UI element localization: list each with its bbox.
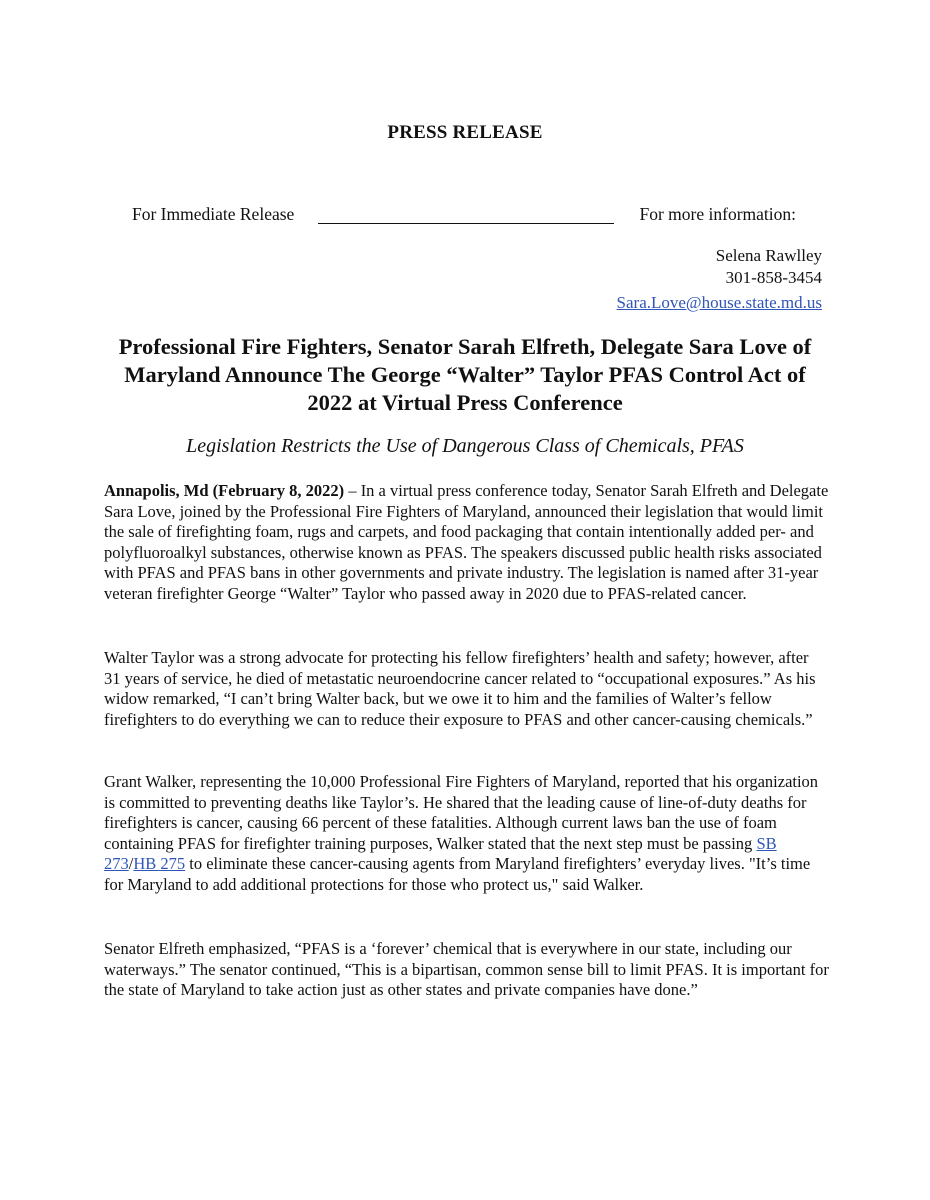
dateline: Annapolis, Md (February 8, 2022) bbox=[104, 481, 345, 500]
paragraph-1-text: – In a virtual press conference today, Senator Sarah Elfreth and Delegate Sara Love, joined by the Professional Fire Fighters of Maryland, announced their legislation that would limit the sale of firefighting foam, rugs and carpets, and food packaging that contain intentionally added per- and polyfluoroalkyl substances, otherwise known as PFAS. The speakers discussed public health risks associated with PFAS and PFAS bans in other governments and private industry. The legislation is named after 31-year veteran firefighter George “Walter” Taylor who passed away in 2020 due to PFAS-related cancer. bbox=[104, 481, 829, 603]
paragraph-2: Walter Taylor was a strong advocate for protecting his fellow firefighters’ health and safety; however, after 31 years of service, he died of metastatic neuroendocrine cancer related to “occupational exposures.” As his widow remarked, “I can’t bring Walter back, but we owe it to him and the families of Walter’s fellow firefighters to do everything we can to reduce their exposure to PFAS and other cancer-causing chemicals.” bbox=[104, 648, 816, 729]
paragraph-3-text-after: to eliminate these cancer-causing agents from Maryland firefighters’ everyday lives. "It’s time for Maryland to add additional protections for those who protect us," said Walker. bbox=[104, 854, 811, 894]
paragraph-3 bbox=[104, 772, 829, 895]
contact-phone: 301-858-3454 bbox=[725, 268, 822, 287]
page-title: PRESS RELEASE bbox=[387, 122, 543, 143]
release-info-line bbox=[132, 204, 796, 228]
headline: Professional Fire Fighters, Senator Sarah Elfreth, Delegate Sara Love of Maryland Announce The George “Walter” Taylor PFAS Control Act of 2022 at Virtual Press Conference bbox=[118, 334, 812, 415]
release-underline-gap bbox=[318, 204, 614, 224]
more-information-label: For more information: bbox=[639, 204, 796, 224]
bill-separator: / bbox=[128, 854, 134, 873]
immediate-release-label: For Immediate Release bbox=[132, 204, 295, 224]
paragraph-3-text-before: Grant Walker, representing the 10,000 Professional Fire Fighters of Maryland, reported that his organization is committed to preventing deaths like Taylor’s. He shared that the leading cause of line-of-duty deaths for firefighters is cancer, causing 66 percent of these fatalities. Although current laws ban the use of foam containing PFAS for firefighter training purposes, Walker stated that the next step must be passing bbox=[104, 772, 819, 853]
sb-273-link[interactable]: SB 273 bbox=[104, 833, 777, 873]
contact-name: Selena Rawlley bbox=[715, 246, 822, 265]
contact-block bbox=[617, 245, 822, 314]
paragraph-4: Senator Elfreth emphasized, “PFAS is a ‘forever’ chemical that is everywhere in our state, including our waterways.” The senator continued, “This is a bipartisan, common sense bill to limit PFAS. It is important for the state of Maryland to take action just as other states and private companies have done.” bbox=[104, 939, 829, 999]
subheadline: Legislation Restricts the Use of Dangerous Class of Chemicals, PFAS bbox=[186, 435, 744, 457]
hb-275-link[interactable]: HB 275 bbox=[133, 854, 186, 873]
paragraph-1 bbox=[104, 481, 829, 604]
contact-email-link[interactable]: Sara.Love@house.state.md.us bbox=[616, 293, 822, 312]
